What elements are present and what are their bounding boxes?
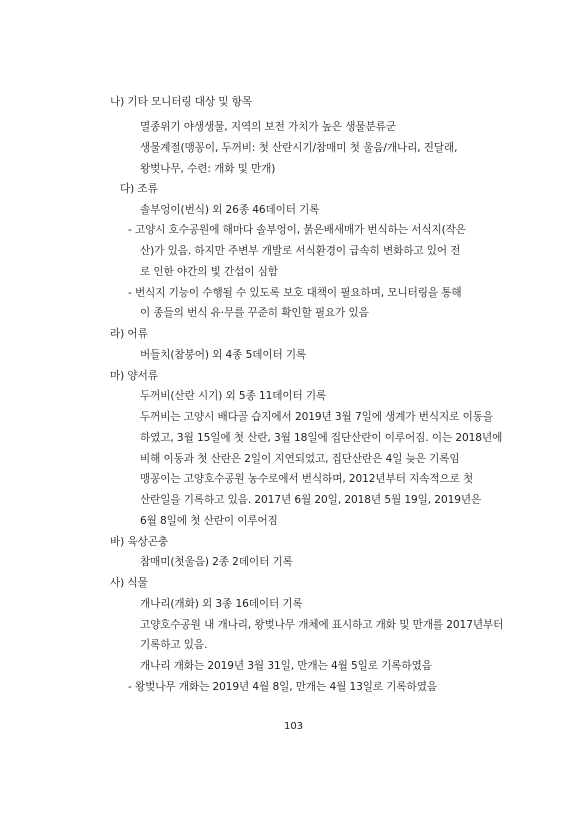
body-line: 기록하고 있음. — [140, 639, 208, 651]
body-line: 생물계절(맹꽁이, 두꺼비: 첫 산란시기/참매미 첫 울음/개나리, 진달래, — [140, 142, 458, 154]
body-line: 6월 8일에 첫 산란이 이루어짐 — [140, 515, 278, 527]
body-line: 솔부엉이(번식) 외 26종 46데이터 기록 — [140, 204, 320, 216]
bullet-continuation: 로 인한 야간의 빛 간섭이 심함 — [140, 266, 278, 278]
body-line: 두꺼비(산란 시기) 외 5종 11데이터 기록 — [140, 390, 327, 402]
body-line: 멸종위기 야생생물, 지역의 보전 가치가 높은 생물분류군 — [140, 121, 396, 133]
heading-plants: 사) 식물 — [110, 577, 148, 589]
heading-amphibians: 마) 양서류 — [110, 370, 158, 382]
body-line: 버들치(참붕어) 외 4종 5데이터 기록 — [140, 349, 307, 361]
body-line: 산란일을 기록하고 있음. 2017년 6월 20일, 2018년 5월 19일, 2019년은 — [140, 494, 482, 506]
body-line: 개나리 개화는 2019년 3월 31일, 만개는 4월 5일로 기록하였음 — [140, 660, 432, 672]
page-number: 103 — [283, 721, 304, 732]
heading-terrestrial-insects: 바) 육상곤충 — [110, 536, 168, 548]
body-line: 하였고, 3월 15일에 첫 산란, 3월 18일에 집단산란이 이루어짐. 이는 2018년에 — [140, 432, 503, 444]
body-line: 두꺼비는 고양시 배다골 습지에서 2019년 3월 7일에 생계가 번식지로 이동을 — [140, 411, 493, 423]
body-line: 참매미(첫울음) 2종 2데이터 기록 — [140, 556, 293, 568]
body-line: 개나리(개화) 외 3종 16데이터 기록 — [140, 598, 303, 610]
bullet-line: - 고양시 호수공원에 해마다 솔부엉이, 붉은배새매가 번식하는 서식지(작은 — [128, 224, 466, 236]
bullet-continuation: 이 종들의 번식 유·무를 꾸준히 확인할 필요가 있음 — [140, 307, 369, 319]
body-line: 고양호수공원 내 개나리, 왕벚나무 개체에 표시하고 개화 및 만개를 2017년부터 — [140, 619, 504, 631]
bullet-continuation: 산)가 있음. 하지만 주변부 개발로 서식환경이 급속히 변화하고 있어 전 — [140, 245, 461, 257]
heading-birds: 다) 조류 — [120, 183, 158, 195]
body-line: 왕벚나무, 수련: 개화 및 만개) — [140, 163, 276, 175]
heading-fish: 라) 어류 — [110, 328, 148, 340]
bullet-line: - 번식지 기능이 수행될 수 있도록 보호 대책이 필요하며, 모니터링을 통해 — [128, 287, 462, 299]
body-line: 맹꽁이는 고양호수공원 농수로에서 번식하며, 2012년부터 지속적으로 첫 — [140, 473, 474, 485]
heading-other-monitoring: 나) 기타 모니터링 대상 및 항목 — [110, 96, 252, 108]
body-line: 비해 이동과 첫 산란은 2일이 지연되었고, 집단산란은 4일 늦은 기록임 — [140, 453, 460, 465]
bullet-line: - 왕벚나무 개화는 2019년 4월 8일, 만개는 4월 13일로 기록하였음 — [128, 681, 437, 693]
